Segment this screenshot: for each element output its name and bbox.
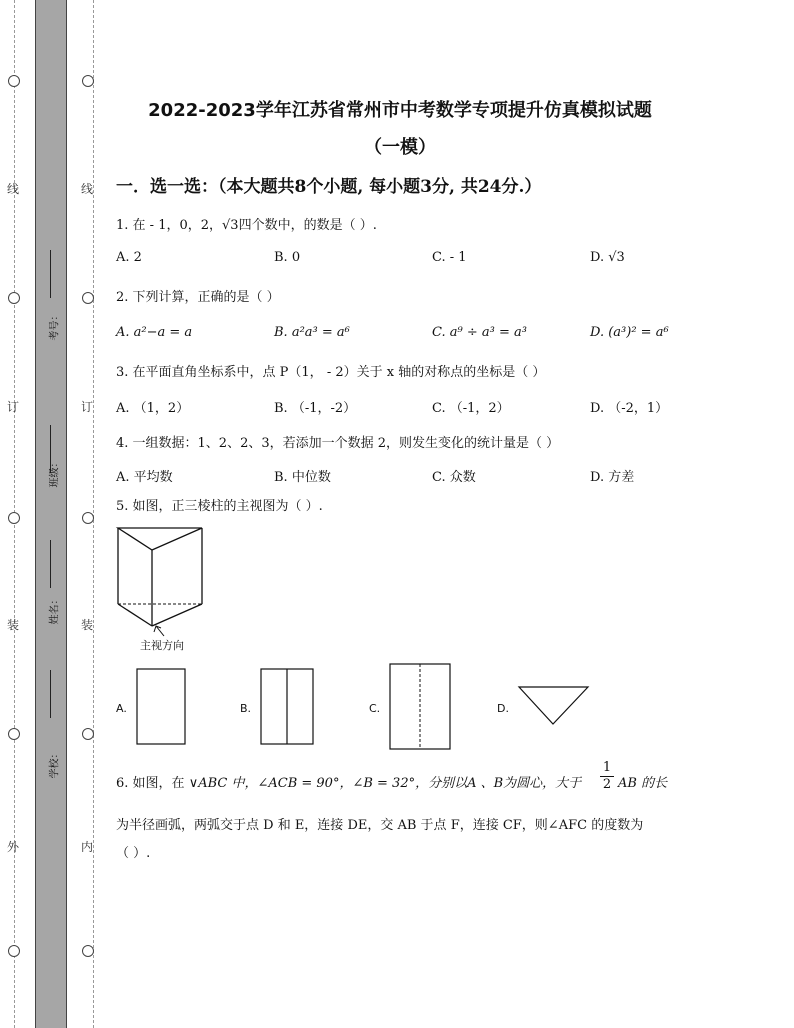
question-6-line3: （ ）. <box>116 846 151 861</box>
binding-hole <box>82 728 94 740</box>
class-label: 班级： <box>49 457 61 488</box>
q2-option-b[interactable]: B. a²a³ = a⁶ <box>274 325 350 340</box>
q3-option-b[interactable]: B. （-1，-2） <box>274 401 357 416</box>
q3-option-a[interactable]: A. （1，2） <box>116 401 190 416</box>
q1-option-a[interactable]: A. 2 <box>116 250 142 265</box>
margin-char: 内 <box>81 840 94 854</box>
question-6-line1: 6. 如图，在 ∨ABC 中，∠ACB = 90°，∠B = 32°，分别以A 、B为圆心，大于 <box>116 776 582 791</box>
question-6-line2: 为半径画弧，两弧交于点 D 和 E，连接 DE，交 AB 于点 F，连接 CF，则∠AFC 的度数为 <box>116 818 644 833</box>
page-title: 2022-2023学年江苏省常州市中考数学专项提升仿真模拟试题 <box>148 100 652 121</box>
question-5-stem: 5. 如图，正三棱柱的主视图为（ ）. <box>116 499 323 514</box>
school-label: 学校： <box>49 748 61 779</box>
binding-band <box>35 0 67 1028</box>
q3-option-c[interactable]: C. （-1，2） <box>432 401 510 416</box>
q1-option-d[interactable]: D. √3 <box>590 250 625 265</box>
q3-option-d[interactable]: D. （-2，1） <box>590 401 669 416</box>
binding-hole <box>8 945 20 957</box>
triangle-symbol: ∨ <box>188 776 199 791</box>
question-6-line1-end: AB 的长 <box>618 776 668 791</box>
q5-option-b-figure[interactable] <box>260 668 316 746</box>
name-label: 姓名： <box>49 594 61 625</box>
q4-option-a[interactable]: A. 平均数 <box>116 470 173 485</box>
field-underline <box>50 540 51 588</box>
question-4-stem: 4. 一组数据：1、2、2、3，若添加一个数据 2，则发生变化的统计量是（ ） <box>116 436 560 451</box>
margin-char: 订 <box>7 400 20 414</box>
field-underline <box>50 670 51 718</box>
question-1-stem: 1. 在 - 1，0，2，√3四个数中，的数是（ ）. <box>116 218 377 233</box>
q2-option-c[interactable]: C. a⁹ ÷ a³ = a³ <box>432 325 527 340</box>
margin-char: 装 <box>7 618 20 632</box>
binding-hole <box>8 512 20 524</box>
q5-option-a-figure[interactable] <box>136 668 188 746</box>
binding-hole <box>8 728 20 740</box>
q4-option-d[interactable]: D. 方差 <box>590 470 635 485</box>
exam-number-label: 考号： <box>49 310 61 341</box>
question-3-stem: 3. 在平面直角坐标系中，点 P（1， - 2）关于 x 轴的对称点的坐标是（ ） <box>116 365 546 380</box>
field-underline <box>50 250 51 298</box>
q2-option-d[interactable]: D. (a³)² = a⁶ <box>590 325 669 340</box>
margin-char: 线 <box>81 182 94 196</box>
q5-option-c-label[interactable]: C. <box>369 702 381 715</box>
margin-char: 订 <box>81 400 94 414</box>
binding-hole <box>8 292 20 304</box>
fraction-half: 1 2 <box>600 760 614 793</box>
q5-option-d-label[interactable]: D. <box>497 702 509 715</box>
margin-char: 外 <box>7 840 20 854</box>
binding-hole <box>82 292 94 304</box>
page-subtitle: （一模） <box>364 137 436 158</box>
binding-hole <box>82 75 94 87</box>
view-direction-caption: 主视方向 <box>140 639 184 652</box>
margin-char: 线 <box>7 182 20 196</box>
q1-option-c[interactable]: C. - 1 <box>432 250 467 265</box>
binding-hole <box>82 945 94 957</box>
q5-option-a-label[interactable]: A. <box>116 702 127 715</box>
margin-char: 装 <box>81 618 94 632</box>
q2-option-a[interactable]: A. a²−a = a <box>116 325 193 340</box>
section-heading: 一．选一选：（本大题共8个小题, 每小题3分, 共24分.） <box>116 177 542 197</box>
q5-option-c-figure[interactable] <box>389 663 453 751</box>
q5-option-d-figure[interactable] <box>517 685 591 727</box>
q1-option-b[interactable]: B. 0 <box>274 250 301 265</box>
q5-option-b-label[interactable]: B. <box>240 702 252 715</box>
q4-option-b[interactable]: B. 中位数 <box>274 470 331 485</box>
q4-option-c[interactable]: C. 众数 <box>432 470 476 485</box>
sqrt3: √3 <box>222 218 239 233</box>
binding-hole <box>8 75 20 87</box>
binding-hole <box>82 512 94 524</box>
question-2-stem: 2. 下列计算，正确的是（ ） <box>116 290 280 305</box>
